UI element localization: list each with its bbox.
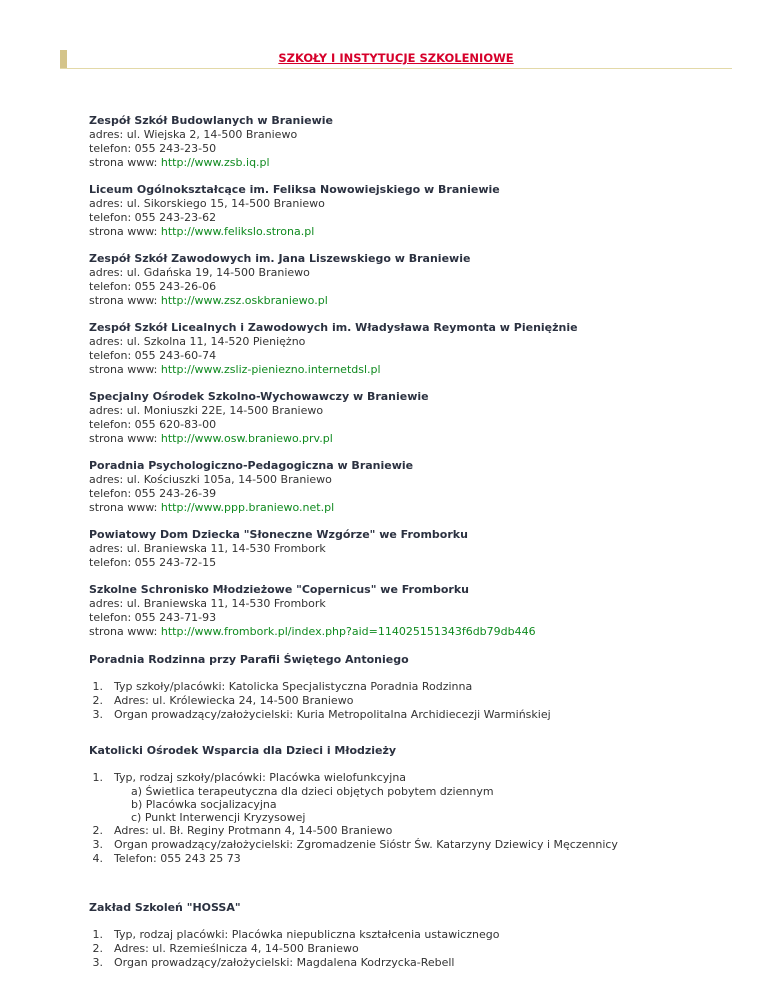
institution-phone: telefon: 055 243-71-93 bbox=[89, 611, 217, 624]
www-link[interactable]: http://www.zsz.oskbraniewo.pl bbox=[160, 294, 328, 307]
osrodek-section bbox=[89, 744, 729, 866]
institution-address: adres: ul. Braniewska 11, 14-530 Frombork bbox=[89, 542, 326, 555]
institution-phone: telefon: 055 620-83-00 bbox=[89, 418, 217, 431]
institution-phone: telefon: 055 243-23-50 bbox=[89, 142, 217, 155]
page-title: SZKOŁY I INSTYTUCJE SZKOLENIOWE bbox=[278, 51, 514, 65]
www-label: strona www: bbox=[89, 363, 161, 376]
institution-entry bbox=[89, 183, 729, 239]
list-text: Telefon: 055 243 25 73 bbox=[114, 852, 241, 865]
list-number: 2. bbox=[92, 824, 103, 837]
sub-list-item: b) Placówka socjalizacyjna bbox=[131, 798, 277, 811]
institution-address: adres: ul. Gdańska 19, 14-500 Braniewo bbox=[89, 266, 310, 279]
institution-name: Zespół Szkół Zawodowych im. Jana Liszewskiego w Braniewie bbox=[89, 252, 471, 265]
institution-name: Liceum Ogólnokształcące im. Feliksa Nowowiejskiego w Braniewie bbox=[89, 183, 500, 196]
hossa-section bbox=[89, 901, 729, 970]
www-label: strona www: bbox=[89, 625, 161, 638]
institution-phone: telefon: 055 243-26-06 bbox=[89, 280, 217, 293]
list-number: 3. bbox=[92, 956, 103, 969]
list-item bbox=[89, 708, 729, 722]
institution-name: Zespół Szkół Budowlanych w Braniewie bbox=[89, 114, 334, 127]
poradnia-section bbox=[89, 653, 729, 722]
www-link[interactable]: http://www.zsb.iq.pl bbox=[160, 156, 270, 169]
list-text: Adres: ul. Królewiecka 24, 14-500 Braniewo bbox=[114, 694, 354, 707]
list-item bbox=[89, 942, 729, 956]
www-label: strona www: bbox=[89, 432, 161, 445]
institution-entry bbox=[89, 252, 729, 308]
list-text: Organ prowadzący/założycielski: Zgromadzenie Sióstr Św. Katarzyny Dziewicy i Męczennicy bbox=[114, 838, 618, 851]
section-heading: Zakład Szkoleń "HOSSA" bbox=[89, 901, 241, 914]
section-heading: Katolicki Ośrodek Wsparcia dla Dzieci i Młodzieży bbox=[89, 744, 397, 757]
institution-phone: telefon: 055 243-23-62 bbox=[89, 211, 217, 224]
list-text: Adres: ul. Bł. Reginy Protmann 4, 14-500 Braniewo bbox=[114, 824, 393, 837]
www-label: strona www: bbox=[89, 294, 161, 307]
institution-entry bbox=[89, 390, 729, 446]
list-number: 3. bbox=[92, 838, 103, 851]
title-bar bbox=[60, 50, 732, 69]
institution-www bbox=[89, 156, 729, 170]
institution-entry bbox=[89, 528, 729, 570]
list-text: Adres: ul. Rzemieślnicza 4, 14-500 Braniewo bbox=[114, 942, 359, 955]
institution-name: Poradnia Psychologiczno-Pedagogiczna w Braniewie bbox=[89, 459, 414, 472]
institution-address: adres: ul. Braniewska 11, 14-530 Frombork bbox=[89, 597, 326, 610]
section-heading: Poradnia Rodzinna przy Parafii Świętego Antoniego bbox=[89, 653, 409, 666]
www-label: strona www: bbox=[89, 501, 161, 514]
list-item bbox=[89, 694, 729, 708]
numbered-list bbox=[89, 680, 729, 722]
list-item bbox=[89, 928, 729, 942]
www-link[interactable]: http://www.ppp.braniewo.net.pl bbox=[160, 501, 335, 514]
list-item bbox=[89, 956, 729, 970]
list-item bbox=[89, 771, 729, 824]
institution-www bbox=[89, 625, 729, 639]
list-item bbox=[89, 852, 729, 866]
list-number: 1. bbox=[92, 928, 103, 941]
institution-entry bbox=[89, 583, 729, 639]
institution-name: Powiatowy Dom Dziecka "Słoneczne Wzgórze" we Fromborku bbox=[89, 528, 468, 541]
numbered-list bbox=[89, 771, 729, 866]
www-label: strona www: bbox=[89, 225, 161, 238]
institution-www bbox=[89, 501, 729, 515]
www-label: strona www: bbox=[89, 156, 161, 169]
institution-name: Specjalny Ośrodek Szkolno-Wychowawczy w Braniewie bbox=[89, 390, 429, 403]
list-number: 4. bbox=[92, 852, 103, 865]
list-number: 2. bbox=[92, 694, 103, 707]
institution-entry bbox=[89, 114, 729, 170]
content bbox=[89, 114, 729, 970]
institution-www bbox=[89, 225, 729, 239]
institution-phone: telefon: 055 243-60-74 bbox=[89, 349, 217, 362]
institution-name: Zespół Szkół Licealnych i Zawodowych im. Władysława Reymonta w Pieniężnie bbox=[89, 321, 578, 334]
institution-address: adres: ul. Wiejska 2, 14-500 Braniewo bbox=[89, 128, 298, 141]
www-link[interactable]: http://www.frombork.pl/index.php?aid=114025151343f6db79db446 bbox=[160, 625, 536, 638]
institution-address: adres: ul. Kościuszki 105a, 14-500 Braniewo bbox=[89, 473, 332, 486]
list-item bbox=[89, 838, 729, 852]
list-number: 3. bbox=[92, 708, 103, 721]
sub-list bbox=[114, 785, 729, 824]
list-text: Organ prowadzący/założycielski: Kuria Metropolitalna Archidiecezji Warmińskiej bbox=[114, 708, 551, 721]
numbered-list bbox=[89, 928, 729, 970]
list-number: 1. bbox=[92, 680, 103, 693]
list-item bbox=[89, 680, 729, 694]
list-text: Organ prowadzący/założycielski: Magdalena Kodrzycka-Rebell bbox=[114, 956, 455, 969]
www-link[interactable]: http://www.felikslo.strona.pl bbox=[160, 225, 315, 238]
institution-address: adres: ul. Sikorskiego 15, 14-500 Braniewo bbox=[89, 197, 325, 210]
list-number: 2. bbox=[92, 942, 103, 955]
institution-entry bbox=[89, 321, 729, 377]
list-text: Typ szkoły/placówki: Katolicka Specjalistyczna Poradnia Rodzinna bbox=[114, 680, 473, 693]
list-number: 1. bbox=[92, 771, 103, 784]
institution-entry bbox=[89, 459, 729, 515]
institution-www bbox=[89, 432, 729, 446]
institution-phone: telefon: 055 243-26-39 bbox=[89, 487, 217, 500]
institution-www bbox=[89, 294, 729, 308]
institution-name: Szkolne Schronisko Młodzieżowe "Copernicus" we Fromborku bbox=[89, 583, 469, 596]
sub-list-item: c) Punkt Interwencji Kryzysowej bbox=[131, 811, 306, 824]
institution-list bbox=[89, 114, 729, 639]
www-link[interactable]: http://www.osw.braniewo.prv.pl bbox=[160, 432, 333, 445]
institution-address: adres: ul. Szkolna 11, 14-520 Pieniężno bbox=[89, 335, 306, 348]
list-item bbox=[89, 824, 729, 838]
institution-phone: telefon: 055 243-72-15 bbox=[89, 556, 217, 569]
institution-www bbox=[89, 363, 729, 377]
list-text: Typ, rodzaj szkoły/placówki: Placówka wielofunkcyjna bbox=[114, 771, 407, 784]
sub-list-item: a) Świetlica terapeutyczna dla dzieci objętych pobytem dziennym bbox=[131, 785, 494, 798]
www-link[interactable]: http://www.zsliz-pieniezno.internetdsl.pl bbox=[160, 363, 381, 376]
list-text: Typ, rodzaj placówki: Placówka niepubliczna kształcenia ustawicznego bbox=[114, 928, 500, 941]
institution-address: adres: ul. Moniuszki 22E, 14-500 Braniewo bbox=[89, 404, 324, 417]
